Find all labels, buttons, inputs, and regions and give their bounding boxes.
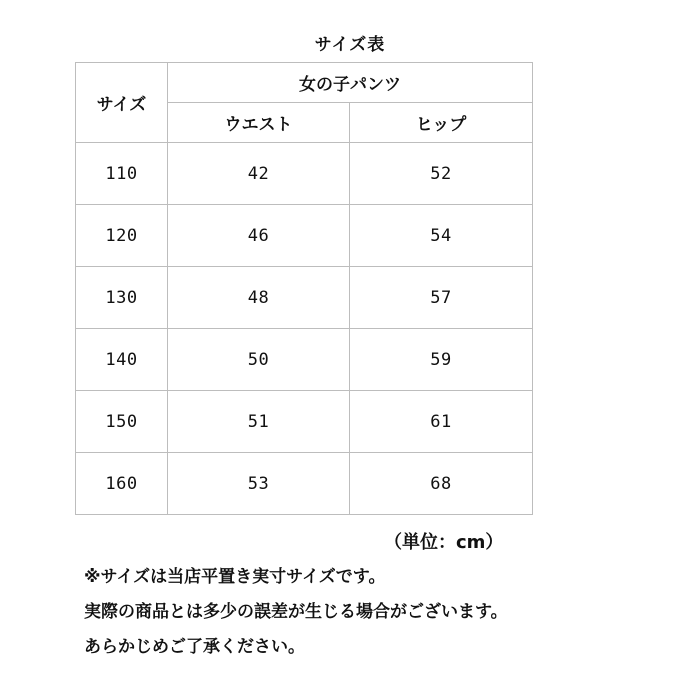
hip-cell: 59 [350,329,533,391]
size-cell: 140 [76,329,168,391]
hip-cell: 68 [350,453,533,515]
page-title: サイズ表 [314,35,386,55]
size-table [75,62,533,515]
table-row [76,453,533,515]
size-cell: 160 [76,453,168,515]
table-row [76,329,533,391]
waist-cell: 53 [168,453,350,515]
hip-header: ヒップ [350,103,533,143]
table-row [76,205,533,267]
note-line: 実際の商品とは多少の誤差が生じる場合がございます。 [84,602,508,622]
waist-cell: 42 [168,143,350,205]
waist-cell: 46 [168,205,350,267]
notes-block [84,566,694,671]
hip-cell: 57 [350,267,533,329]
waist-cell: 51 [168,391,350,453]
waist-cell: 48 [168,267,350,329]
size-cell: 120 [76,205,168,267]
note-line: ※サイズは当店平置き実寸サイズです。 [84,567,386,587]
waist-cell: 50 [168,329,350,391]
note-line: あらかじめご了承ください。 [84,637,305,657]
table-row [76,143,533,205]
group-header: 女の子パンツ [168,63,533,103]
hip-cell: 61 [350,391,533,453]
table-row [76,391,533,453]
table-row [76,267,533,329]
hip-cell: 52 [350,143,533,205]
hip-cell: 54 [350,205,533,267]
size-header: サイズ [76,63,168,143]
unit-note: （単位：cm） [384,532,504,553]
size-cell: 150 [76,391,168,453]
table-header-row [76,63,533,103]
size-cell: 130 [76,267,168,329]
waist-header: ウエスト [168,103,350,143]
size-cell: 110 [76,143,168,205]
